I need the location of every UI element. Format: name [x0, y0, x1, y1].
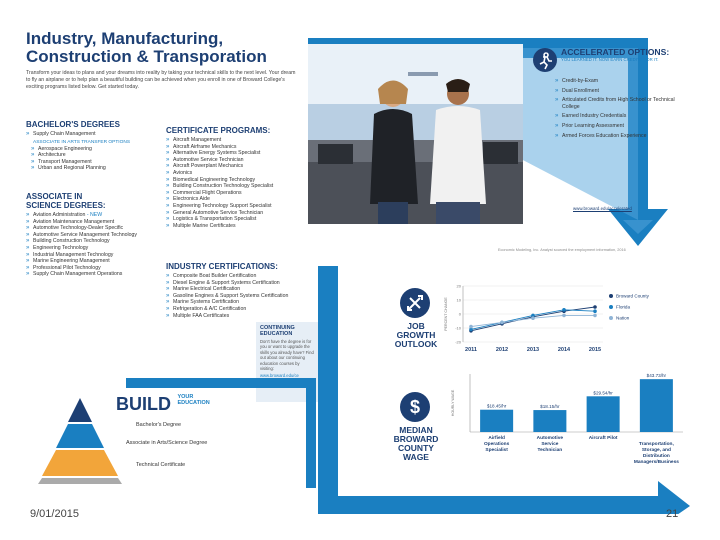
- y-tick-label: 20: [456, 283, 461, 289]
- bar: [587, 396, 620, 432]
- intro-paragraph: Transform your ideas to plans and your dreams into reality by taking your technical skills to the next level. Your dream to fly an airplane or to help plan a beautiful building can be achieved when you enroll in one of Broward College's exciting programs listed below. Get started today.: [26, 70, 296, 90]
- list-item: » Multiple FAA Certificates: [166, 313, 316, 320]
- x-tick-label: 2012: [495, 347, 509, 353]
- bar-value-label: $18.45/hr: [486, 403, 507, 409]
- job-growth-chart: [443, 280, 683, 360]
- dollar-icon: [400, 392, 430, 422]
- list-item: » Aerospace Engineering: [31, 146, 166, 153]
- bachelors-section: [26, 120, 166, 172]
- bar-value-label: $18.15/hr: [540, 404, 560, 410]
- list-item: » Dual Enrollment: [555, 88, 691, 95]
- list-item: » Armed Forces Education Experience: [555, 133, 691, 140]
- build-title: BUILD YOUR EDUCATION: [116, 394, 210, 414]
- list-item: » Supply Chain Management Operations: [26, 271, 166, 278]
- data-point: [593, 305, 597, 309]
- continuing-link[interactable]: www.broward.edu/ce: [260, 373, 299, 379]
- continuing-title-line1: CONTINUING: [260, 325, 295, 331]
- median-wage-label: MEDIAN BROWARD COUNTY WAGE: [393, 425, 439, 462]
- associate-title-line2: SCIENCE DEGREES:: [26, 201, 106, 210]
- list-item: » Marine Electrical Certification: [166, 286, 316, 293]
- bachelors-title: BACHELOR'S DEGREES: [26, 120, 120, 129]
- list-item: » Earned Industry Credentials: [555, 113, 691, 120]
- bar: [533, 410, 566, 432]
- list-item: » Automotive Technology-Dealer Specific: [26, 225, 166, 232]
- data-point: [531, 316, 535, 320]
- job-growth-label: JOB GROWTH OUTLOOK: [394, 321, 438, 349]
- running-figure-icon: [533, 48, 557, 72]
- legend-label: Florida: [616, 304, 631, 310]
- list-item: » Biomedical Engineering Technology: [166, 177, 306, 184]
- tools-icon: [400, 288, 430, 318]
- list-item: » Electronics Aide: [166, 196, 306, 203]
- x-tick-label: Specialist: [485, 448, 508, 453]
- accelerated-subtitle: YOU LEARNED IT. NOW EARN CREDITS FOR IT.: [561, 57, 659, 62]
- x-tick-label: 2013: [526, 347, 540, 353]
- list-item: » Aviation Administration - NEW: [26, 212, 166, 219]
- x-tick-label: 2011: [465, 347, 477, 353]
- accelerated-list: [555, 78, 691, 142]
- list-item: » Credit-by-Exam: [555, 78, 691, 85]
- list-item: » Gasoline Engines & Support Systems Certification: [166, 293, 316, 300]
- svg-text:$: $: [409, 397, 421, 417]
- footer-date: 9/01/2015: [30, 508, 79, 520]
- x-tick-label: 2014: [557, 347, 571, 353]
- footer-page-number: 21: [666, 508, 679, 520]
- list-item: » Aircraft Airframe Mechanics: [166, 144, 306, 151]
- x-tick-label: 2015: [588, 347, 602, 353]
- x-tick-label: Automotive: [536, 436, 564, 441]
- legend-marker: [609, 316, 613, 320]
- data-point: [562, 314, 566, 318]
- page-title-line2: Construction & Transporation: [26, 47, 267, 66]
- associate-title-line1: ASSOCIATE IN: [26, 192, 83, 201]
- legend-label: Nation: [616, 315, 630, 321]
- list-item: » Articulated Credits from High School or Technical College: [555, 97, 691, 110]
- list-item: » Industrial Management Technology: [26, 252, 166, 259]
- accelerated-title: ACCELERATED OPTIONS:: [561, 47, 670, 57]
- x-tick-label: Distribution: [642, 454, 670, 459]
- list-item: » Commercial Flight Operations: [166, 190, 306, 197]
- list-item: » Supply Chain Management: [26, 131, 166, 138]
- x-tick-label: Airfield: [488, 436, 505, 441]
- list-item: » Marine Systems Certification: [166, 299, 316, 306]
- bachelors-sub-title: ASSOCIATE IN ARTS TRANSFER OPTIONS: [33, 139, 131, 145]
- list-item: » Aircraft Powerplant Mechanics: [166, 163, 306, 170]
- list-item: » Architecture: [31, 152, 166, 159]
- data-point: [500, 321, 504, 325]
- list-item: » Transport Management: [31, 159, 166, 166]
- list-item: » Refrigeration & A/C Certification: [166, 306, 316, 313]
- list-item: » Automotive Service Technician: [166, 157, 306, 164]
- continuing-title-line2: EDUCATION: [260, 331, 293, 337]
- pyramid-level-associate: Associate in Arts/Science Degree: [126, 440, 208, 446]
- bar-value-label: $29.54/hr: [593, 390, 613, 396]
- list-item: » Professional Pilot Technology: [26, 265, 166, 272]
- x-tick-label: Transportation,: [638, 442, 674, 447]
- x-tick-label: Service: [541, 442, 559, 447]
- y-tick-label: 10: [456, 297, 461, 303]
- industry-certs-section: [166, 262, 316, 319]
- legend-label: Broward County: [616, 293, 649, 299]
- list-item: » Building Construction Technology: [26, 238, 166, 245]
- x-tick-label: Operations: [483, 442, 510, 447]
- list-item: » Avionics: [166, 170, 306, 177]
- list-item: » Composite Boat Builder Certification: [166, 273, 316, 280]
- list-item: » Building Construction Technology Specialist: [166, 183, 306, 190]
- bar-value-label: $43.73/hr: [646, 373, 667, 379]
- data-point: [562, 308, 566, 312]
- continuing-text: Don't have the degree is for you or want to upgrade the skills you already have? Find out about our continuing education courses by visiting:: [260, 339, 314, 372]
- median-wage-chart: [448, 368, 688, 478]
- data-point: [593, 314, 597, 318]
- list-item: » Aviation Maintenance Management: [26, 219, 166, 226]
- list-item: » Multiple Marine Certificates: [166, 223, 306, 230]
- page-title-line1: Industry, Manufacturing,: [26, 29, 224, 48]
- list-item: » Logistics & Transportation Specialist: [166, 216, 306, 223]
- bar: [480, 410, 513, 432]
- bar: [640, 379, 673, 432]
- x-tick-label: Technician: [537, 448, 563, 453]
- associate-section: [26, 192, 166, 278]
- legend-marker: [609, 294, 613, 298]
- list-item: » Engineering Technology: [26, 245, 166, 252]
- list-item: » General Automotive Service Technician: [166, 210, 306, 217]
- certificates-section: [166, 126, 306, 229]
- y-axis-title: HOURLY WAGE: [451, 389, 455, 417]
- list-item: » Diesel Engine & Support Systems Certification: [166, 280, 316, 287]
- list-item: » Engineering Technology Support Specialist: [166, 203, 306, 210]
- photo-control-tower: [308, 44, 523, 224]
- x-tick-label: Managers/Business: [633, 460, 679, 465]
- accelerated-link[interactable]: www.broward.edu/accelerated: [573, 206, 632, 211]
- brochure-page: [18, 26, 702, 514]
- industry-certs-title: INDUSTRY CERTIFICATIONS:: [166, 262, 278, 271]
- list-item: » Alternative Energy Systems Specialist: [166, 150, 306, 157]
- pyramid-level-bachelors: Bachelor's Degree: [136, 422, 182, 428]
- list-item: » Urban and Regional Planning: [31, 165, 166, 172]
- legend-marker: [609, 305, 613, 309]
- certificates-title: CERTIFICATE PROGRAMS:: [166, 126, 271, 135]
- list-item: » Marine Engineering Management: [26, 258, 166, 265]
- source-note: Economic Modeling, Inc. Analyst sourced the employment information, 2016: [498, 248, 626, 252]
- data-point: [593, 309, 597, 313]
- x-tick-label: Storage, and: [641, 448, 671, 453]
- y-tick-label: -10: [455, 325, 461, 331]
- data-point: [469, 325, 473, 329]
- y-axis-title: PERCENT CHANGE: [444, 297, 448, 331]
- education-pyramid: [30, 398, 130, 494]
- list-item: » Aircraft Management: [166, 137, 306, 144]
- y-tick-label: -20: [455, 339, 461, 345]
- pyramid-level-certificate: Technical Certificate: [136, 462, 186, 468]
- list-item: » Prior Learning Assessment: [555, 123, 691, 130]
- x-tick-label: Aircraft Pilot: [588, 436, 618, 441]
- y-tick-label: 0: [458, 311, 461, 317]
- list-item: » Automotive Service Management Technology: [26, 232, 166, 239]
